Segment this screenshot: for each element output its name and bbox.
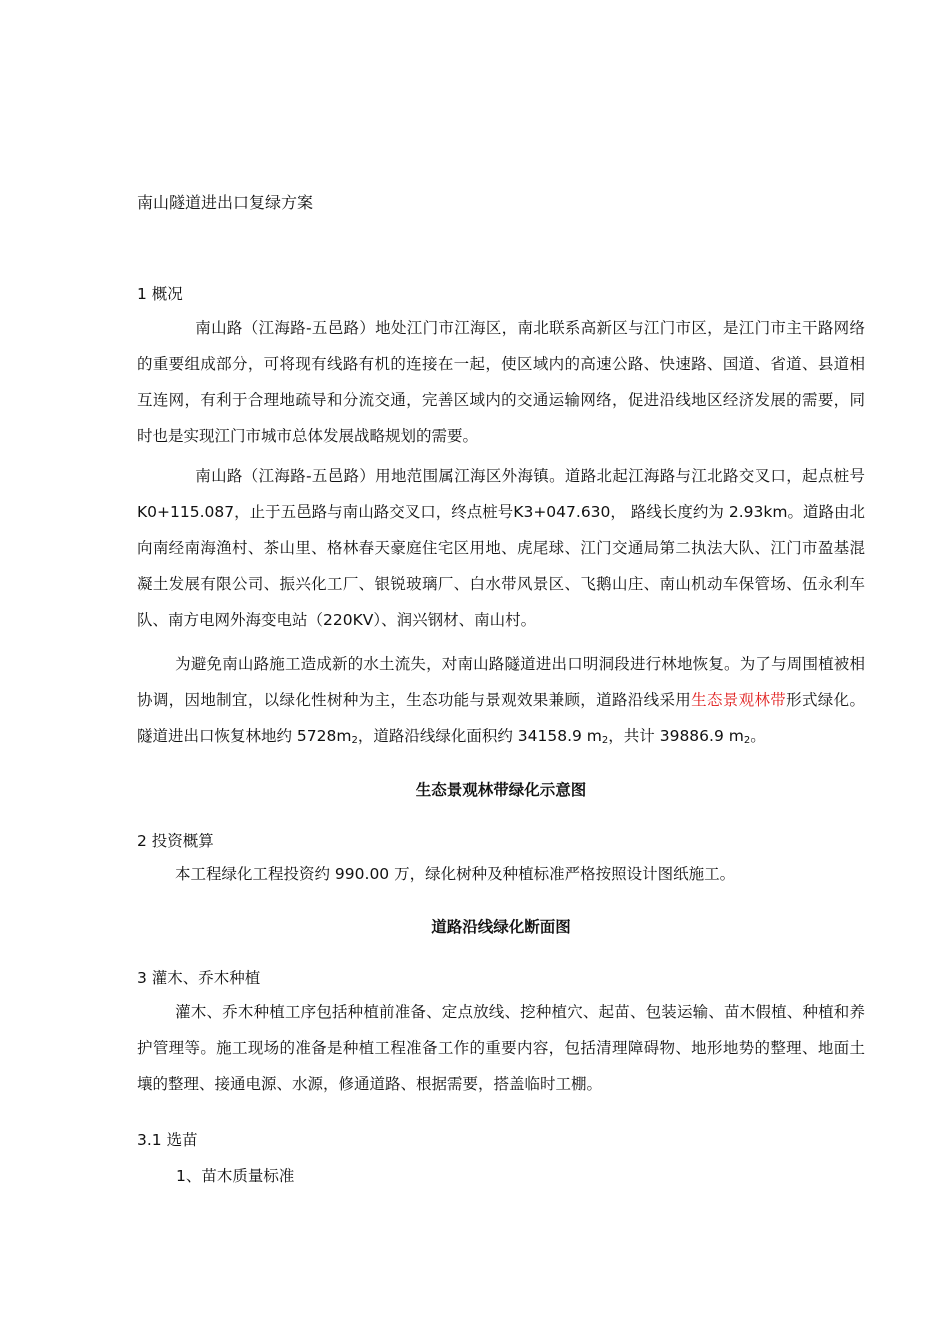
section-3-1-heading: 3.1 选苗 <box>137 1131 198 1149</box>
section-1-paragraph-3-text-d: ，共计 39886.9 m <box>608 727 744 745</box>
section-3-paragraph-1-text: 灌木、乔木种植工序包括种植前准备、定点放线、挖种植穴、起苗、包装运输、苗木假植、种植和养护管理等。施工现场的准备是种植工程准备工作的重要内容，包括清理障碍物、地形地势的整理、地面土壤的整理、接通电源、水源，修通道路、根据需要，搭盖临时工棚。 <box>137 1003 865 1093</box>
figure-caption-road-section: 道路沿线绿化断面图 <box>431 918 571 936</box>
section-1-paragraph-3 <box>137 646 865 759</box>
section-1-heading: 1 概况 <box>137 285 183 303</box>
section-1-paragraph-3-text-b: 形式绿化。隧道进出口恢复林地约 5728m <box>137 691 865 745</box>
section-1-paragraph-3-text-a: 为避免南山路施工造成新的水土流失，对南山路隧道进出口明洞段进行林地恢复。为了与周围植被相协调，因地制宜，以绿化性树种为主，生态功能与景观效果兼顾，道路沿线采用 <box>137 655 865 709</box>
section-2-paragraph-1-text: 本工程绿化工程投资约 990.00 万，绿化树种及种植标准严格按照设计图纸施工。 <box>175 865 736 883</box>
area-unit-sub-1: 2 <box>351 735 358 746</box>
section-1-paragraph-3-text-e: 。 <box>750 727 766 745</box>
section-1-paragraph-1-text: 南山路（江海路-五邑路）地处江门市江海区，南北联系高新区与江门市区，是江门市主干路网络的重要组成部分，可将现有线路有机的连接在一起，使区域内的高速公路、快速路、国道、省道、县道相互连网，有利于合理地疏导和分流交通，完善区域内的交通运输网络，促进沿线地区经济发展的需要，同时也是实现江门市城市总体发展战略规划的需要。 <box>137 319 865 445</box>
section-1-paragraph-2 <box>137 458 865 638</box>
highlight-ecological-forest-belt: 生态景观林带 <box>691 691 787 709</box>
list-item-seedling-quality: 1、苗木质量标准 <box>176 1167 295 1185</box>
section-3-paragraph-1 <box>137 994 865 1102</box>
section-3-heading: 3 灌木、乔木种植 <box>137 969 261 987</box>
section-1-paragraph-3-text-c: ，道路沿线绿化面积约 34158.9 m <box>357 727 602 745</box>
section-2-heading: 2 投资概算 <box>137 832 214 850</box>
section-1-paragraph-2-text: 南山路（江海路-五邑路）用地范围属江海区外海镇。道路北起江海路与江北路交叉口，起点桩号 K0+115.087，止于五邑路与南山路交叉口，终点桩号K3+047.630， 路线长度约为 2.93km。道路由北向南经南海渔村、茶山里、格林春天豪庭住宅区用地、虎尾球、江门交通局第二执法大队、江门市盈基混凝土发展有限公司、振兴化工厂、银锐玻璃厂、白水带风景区、飞鹅山庄、南山机动车保管场、伍永利车队、南方电网外海变电站（220KV）、润兴钢材、南山村。 <box>137 467 865 629</box>
figure-caption-forest-belt: 生态景观林带绿化示意图 <box>415 781 587 799</box>
area-unit-sub-3: 2 <box>743 735 751 746</box>
document-title: 南山隧道进出口复绿方案 <box>137 193 314 212</box>
section-1-paragraph-1 <box>137 310 865 454</box>
section-2-paragraph-1 <box>137 856 865 892</box>
area-unit-sub-2: 2 <box>601 735 609 746</box>
